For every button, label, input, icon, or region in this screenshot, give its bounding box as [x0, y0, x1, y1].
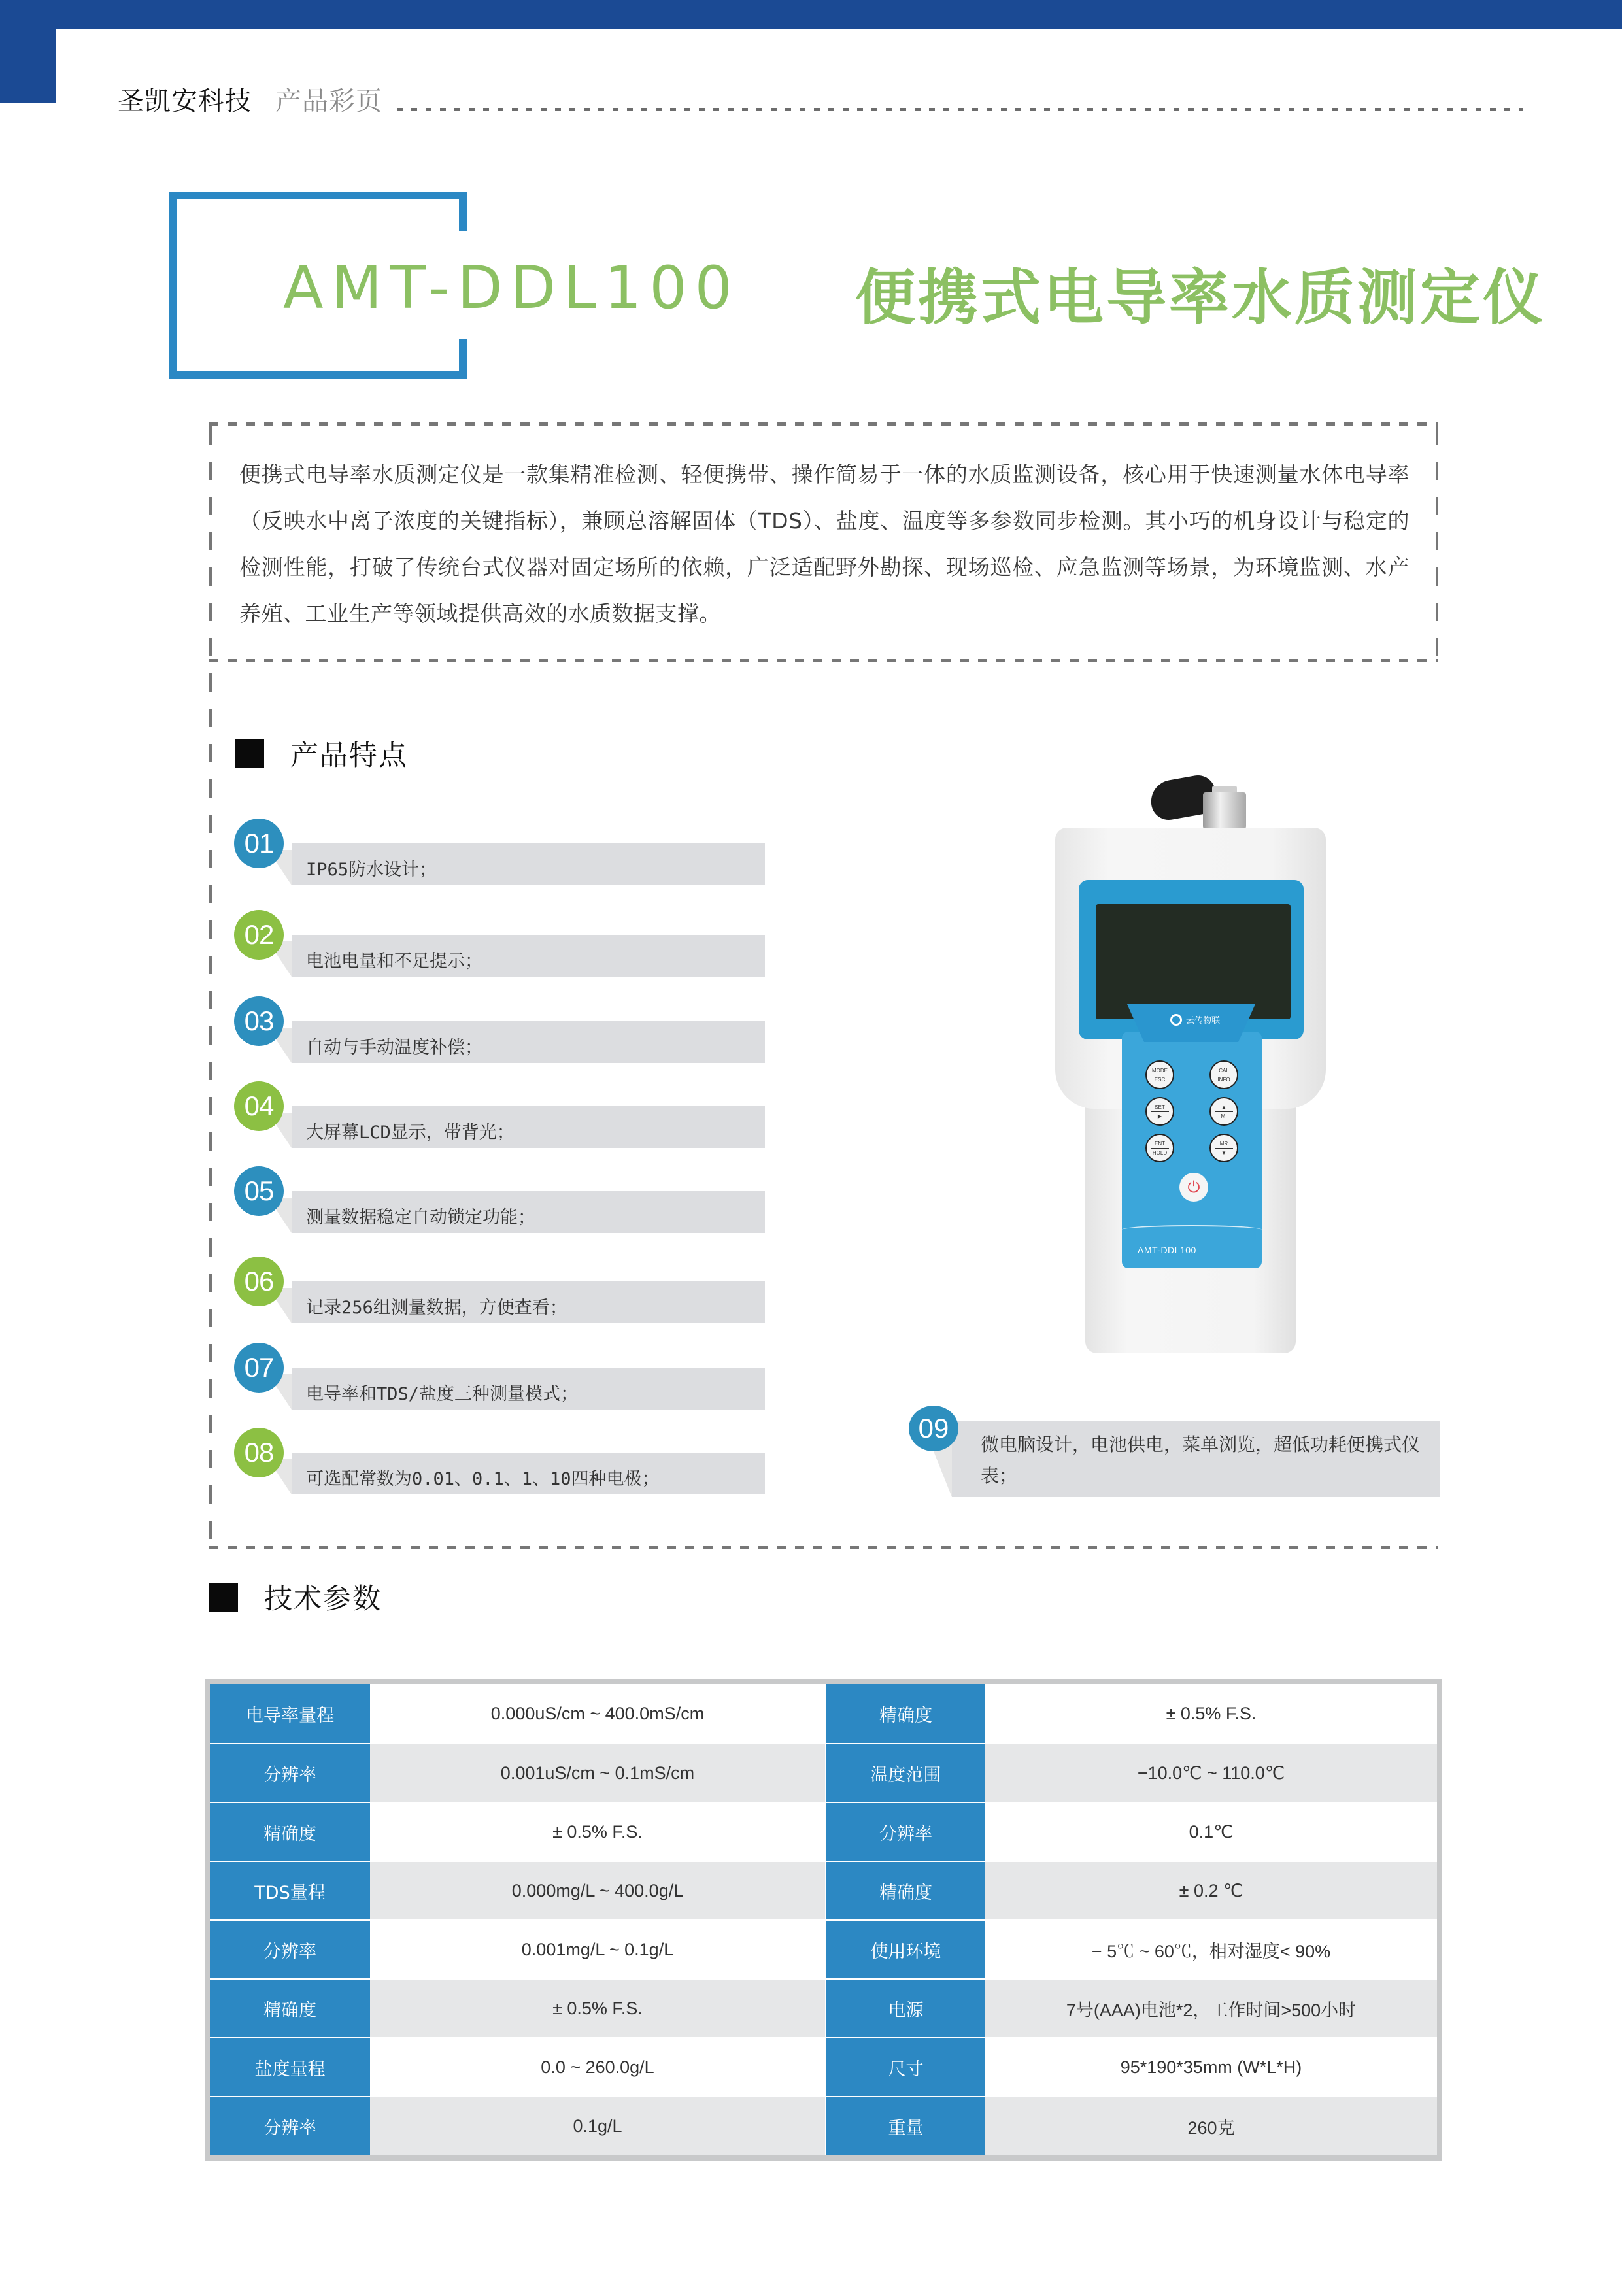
spec-label: 温度范围: [825, 1744, 985, 1802]
spec-label: 尺寸: [825, 2038, 985, 2096]
spec-label: 精确度: [210, 1803, 370, 1861]
spec-value: ± 0.5% F.S.: [370, 1803, 825, 1861]
model-title: AMT-DDL100: [283, 254, 740, 322]
feature-item: [234, 1257, 765, 1322]
spec-value: 0.1℃: [985, 1803, 1437, 1861]
table-row: [210, 1743, 1437, 1802]
feature-item: [909, 1399, 1440, 1497]
features-section-heading: [235, 734, 408, 773]
spec-value: 260克: [985, 2097, 1437, 2155]
spec-label: 使用环境: [825, 1921, 985, 1978]
feature-number-badge: 07: [234, 1343, 284, 1393]
keypad-panel: [1122, 1032, 1262, 1268]
feature-number-badge: 01: [234, 819, 284, 868]
specs-section-heading: [209, 1577, 382, 1617]
key-label-bottom: INFO: [1217, 1076, 1230, 1083]
key-label-top: ENT: [1155, 1140, 1165, 1147]
device-brand-name: 云传物联: [1186, 1016, 1221, 1026]
section-square-icon: [209, 1583, 238, 1612]
key-separator: [1151, 1111, 1169, 1112]
spec-value: −10.0℃ ~ 110.0℃: [985, 1744, 1437, 1802]
spec-label: 精确度: [210, 1980, 370, 2037]
spec-value: 0.001mg/L ~ 0.1g/L: [370, 1921, 825, 1978]
feature-text: 电池电量和不足提示；: [306, 951, 482, 971]
spec-value: ± 0.5% F.S.: [985, 1684, 1437, 1743]
spec-value: 0.1g/L: [370, 2097, 825, 2155]
spec-value: 7号(AAA)电池*2，工作时间>500小时: [985, 1980, 1437, 2037]
table-row: [210, 2037, 1437, 2096]
key-label-top: CAL: [1219, 1067, 1229, 1073]
key-label-bottom: HOLD: [1152, 1149, 1168, 1156]
table-row: [210, 1861, 1437, 1919]
key-label-bottom: MI: [1221, 1113, 1227, 1119]
feature-item: [234, 1343, 765, 1408]
dash-bottom: [209, 1546, 1438, 1549]
feature-item: [234, 1428, 765, 1493]
specs-title: 技术参数: [264, 1583, 382, 1615]
intro-paragraph: 便携式电导率水质测定仪是一款集精准检测、轻便携带、操作简易于一体的水质监测设备，核心用于快速测量水体电导率（反映水中离子浓度的关键指标），兼顾总溶解固体（TDS）、盐度、温度等多参数同步检测。其小巧的机身设计与稳定的检测性能，打破了传统台式仪器对固定场所的依赖，广泛适配野外勘探、现场巡检、应急监测等场景，为环境监测、水产养殖、工业生产等领域提供高效的水质数据支撑。: [239, 462, 1410, 626]
feature-item: [234, 996, 765, 1062]
feature-text: 大屏幕LCD显示，带背光；: [306, 1123, 515, 1143]
spec-label: 盐度量程: [210, 2038, 370, 2096]
header-dotted-rule: [397, 108, 1523, 111]
spec-label: TDS量程: [210, 1862, 370, 1919]
spec-label: 电导率量程: [210, 1684, 370, 1743]
cal-info-key: [1209, 1060, 1238, 1089]
frame-right-top-edge: [459, 192, 467, 231]
key-label-bottom: ▶: [1157, 1113, 1162, 1119]
feature-number-badge: 09: [909, 1406, 958, 1451]
spec-label: 分辨率: [210, 1921, 370, 1978]
mode-esc-key: [1145, 1060, 1174, 1089]
company-name: 圣凯安科技: [118, 86, 252, 116]
product-title: 便携式电导率水质测定仪: [855, 263, 1546, 333]
spec-label: 分辨率: [210, 1744, 370, 1802]
table-row: [210, 1684, 1437, 1743]
spec-value: 0.000uS/cm ~ 400.0mS/cm: [370, 1684, 825, 1743]
specs-table: [205, 1679, 1442, 2161]
feature-item: [234, 1081, 765, 1147]
header-subtitle: 产品彩页: [275, 86, 382, 116]
section-square-icon: [235, 739, 264, 768]
frame-top-edge: [169, 192, 467, 199]
feature-text: 微电脑设计，电池供电，菜单浏览，超低功耗便携式仪表；: [981, 1434, 1421, 1487]
spec-label: 电源: [825, 1980, 985, 2037]
feature-text: 可选配常数为0.01、0.1、1、10四种电极；: [306, 1469, 660, 1489]
spec-value: ± 0.5% F.S.: [370, 1980, 825, 2037]
keypad-wave-decoration: [1122, 1225, 1262, 1234]
dash-intro-divider: [209, 659, 1438, 662]
probe-connector-icon: [1203, 792, 1246, 829]
table-row: [210, 1802, 1437, 1861]
key-separator: [1151, 1148, 1169, 1149]
spec-value: ± 0.2 ℃: [985, 1862, 1437, 1919]
device-brand-logo: [1170, 1013, 1220, 1026]
spec-label: 重量: [825, 2097, 985, 2155]
spec-label: 精确度: [825, 1684, 985, 1743]
feature-text: 电导率和TDS/盐度三种测量模式；: [306, 1384, 579, 1404]
spec-value: 95*190*35mm (W*L*H): [985, 2038, 1437, 2096]
features-title: 产品特点: [290, 739, 408, 772]
top-banner-bar: [0, 0, 1622, 29]
feature-text: 记录256组测量数据，方便查看；: [306, 1298, 567, 1318]
key-separator: [1215, 1148, 1233, 1149]
key-label-top: MODE: [1152, 1067, 1168, 1073]
feature-number-badge: 06: [234, 1257, 284, 1306]
spec-label: 分辨率: [210, 2097, 370, 2155]
spec-label: 精确度: [825, 1862, 985, 1919]
feature-text: IP65防水设计；: [306, 860, 437, 880]
feature-number-badge: 08: [234, 1428, 284, 1477]
table-row: [210, 1978, 1437, 2037]
key-label-top: SET: [1155, 1104, 1165, 1110]
set-right-key: [1145, 1097, 1174, 1126]
feature-item: [234, 1166, 765, 1232]
power-icon: ⏻: [1179, 1173, 1208, 1202]
swirl-logo-icon: [1170, 1014, 1182, 1026]
spec-value: 0.000mg/L ~ 400.0g/L: [370, 1862, 825, 1919]
feature-text: 自动与手动温度补偿；: [306, 1038, 482, 1058]
frame-left-edge: [169, 192, 177, 379]
table-row: [210, 2096, 1437, 2155]
spec-value: − 5℃ ~ 60℃，相对湿度< 90%: [985, 1921, 1437, 1978]
dash-right: [1436, 426, 1438, 659]
feature-number-badge: 05: [234, 1166, 284, 1216]
dash-top: [209, 422, 1438, 426]
page-header: [118, 78, 1523, 118]
feature-number-badge: 03: [234, 996, 284, 1046]
key-label-bottom: ▼: [1221, 1149, 1226, 1156]
up-mi-key: [1209, 1097, 1238, 1126]
feature-number-badge: 04: [234, 1081, 284, 1131]
spec-value: 0.0 ~ 260.0g/L: [370, 2038, 825, 2096]
key-label-top: ▲: [1221, 1104, 1226, 1110]
mr-down-key: [1209, 1134, 1238, 1162]
spec-label: 分辨率: [825, 1803, 985, 1861]
key-label-bottom: ESC: [1154, 1076, 1166, 1083]
frame-bottom-edge: [169, 371, 467, 379]
feature-item: [234, 910, 765, 975]
feature-item: [234, 819, 765, 884]
table-row: [210, 1919, 1437, 1978]
lcd-screen: [1096, 904, 1291, 1019]
ent-hold-key: [1145, 1134, 1174, 1162]
feature-text: 测量数据稳定自动锁定功能；: [306, 1207, 535, 1228]
key-label-top: MR: [1219, 1140, 1228, 1147]
key-separator: [1215, 1111, 1233, 1112]
product-device-image: [1046, 765, 1347, 1373]
device-model-label: AMT-DDL100: [1138, 1245, 1196, 1255]
top-banner-tab: [0, 0, 56, 103]
spec-value: 0.001uS/cm ~ 0.1mS/cm: [370, 1744, 825, 1802]
frame-right-bottom-edge: [459, 339, 467, 379]
dash-left: [209, 426, 212, 1547]
feature-number-badge: 02: [234, 910, 284, 960]
